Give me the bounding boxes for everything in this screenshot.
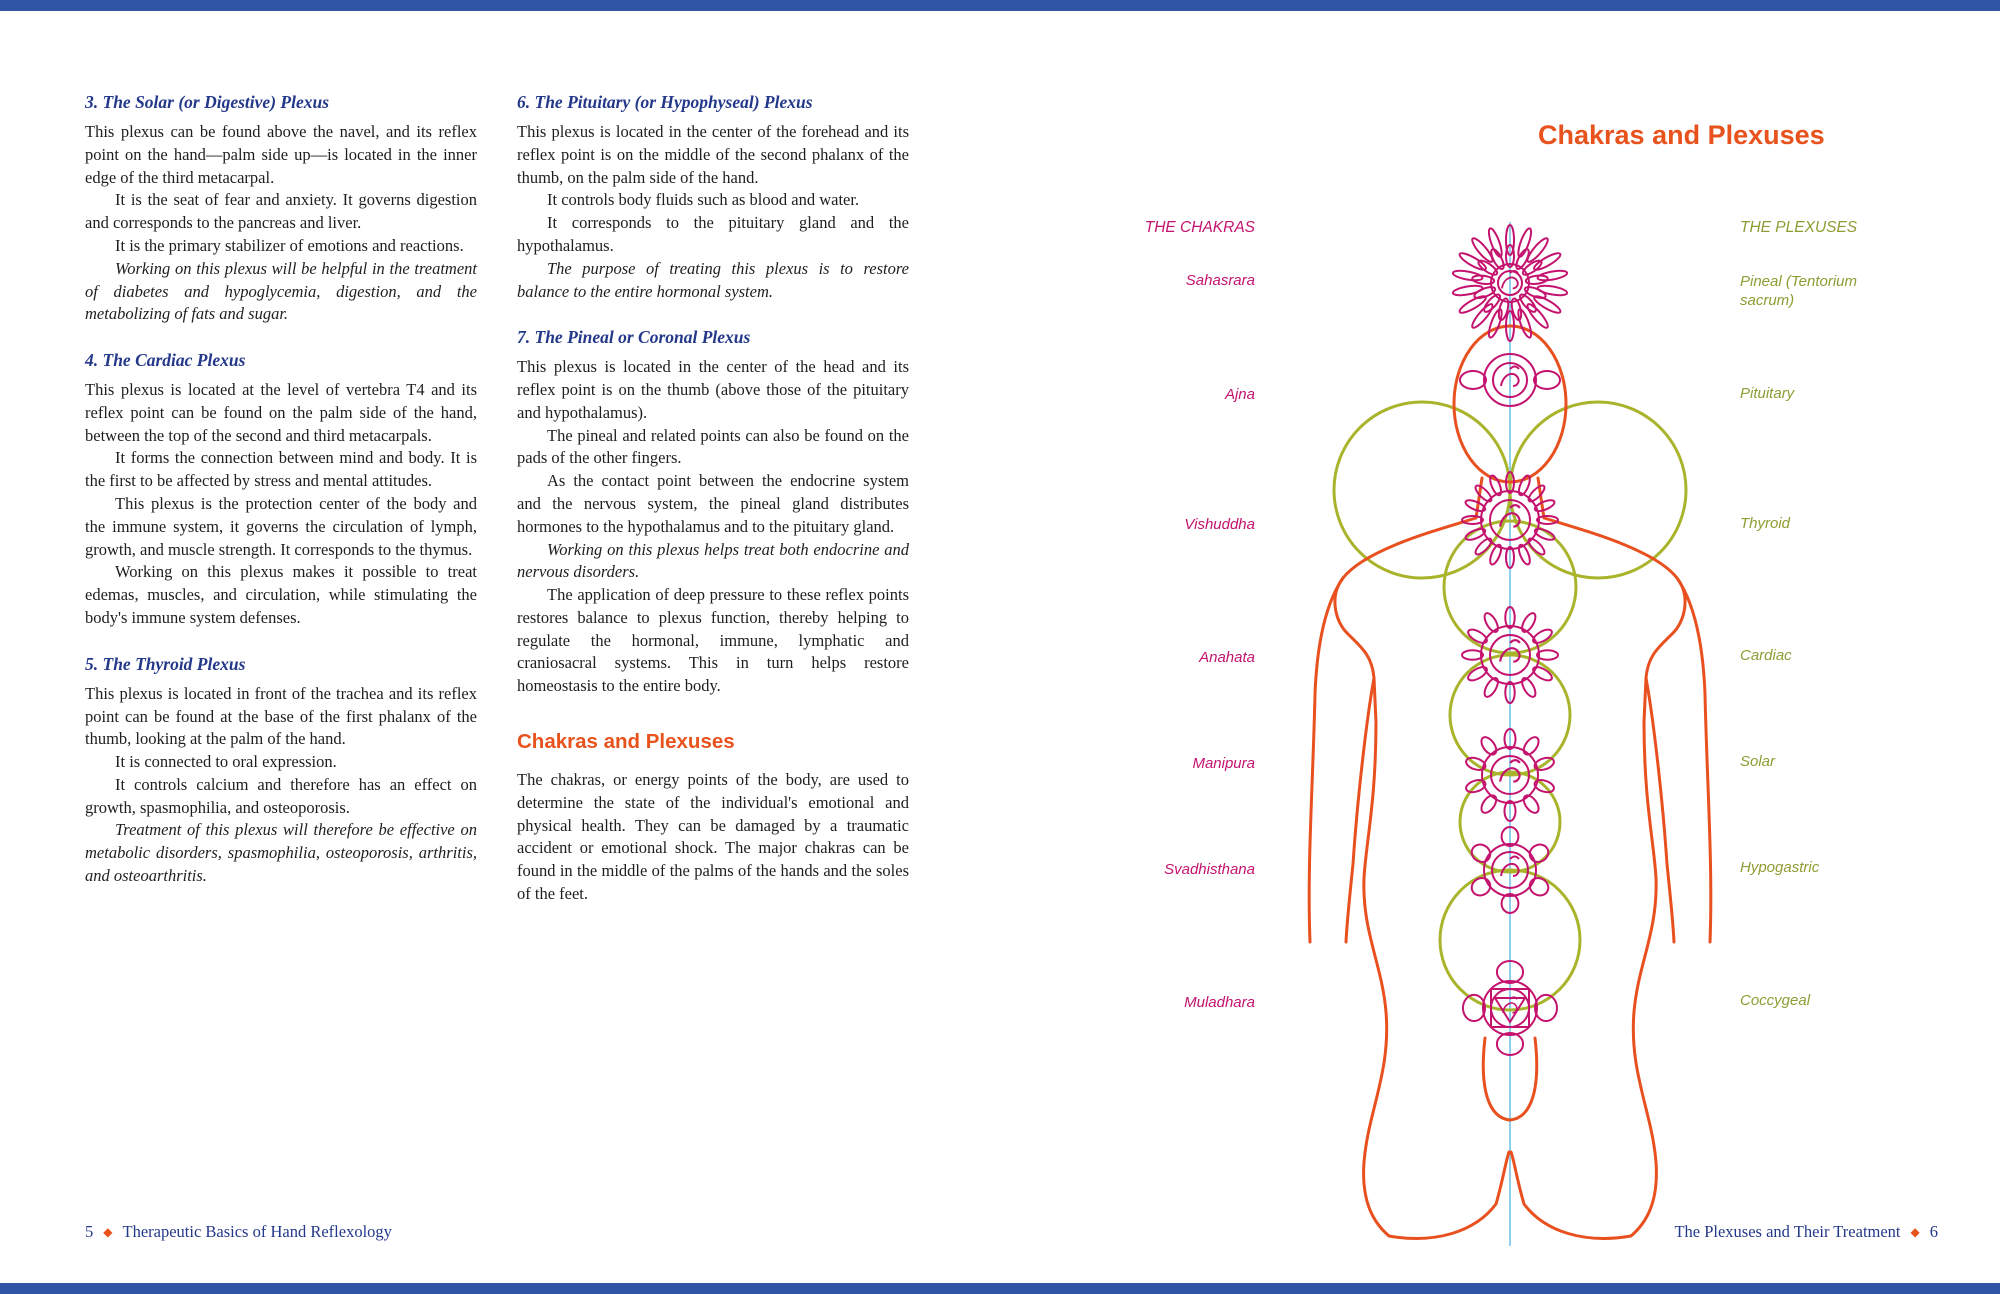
chakra-label-anahata: Anahata <box>1199 649 1255 666</box>
section-cardiac-plexus <box>85 348 477 630</box>
section-pituitary-plexus <box>517 90 909 303</box>
left-column-1 <box>85 90 477 888</box>
plexus-label-pineal: Pineal (Tentorium sacrum) <box>1740 273 1858 309</box>
paragraph: This plexus can be found above the navel, and its reflex point on the hand—palm side up—is located in the inner edge of the third metacarpal. <box>85 122 477 187</box>
section-heading: 4. The Cardiac Plexus <box>85 350 246 371</box>
paragraph: The pineal and related points can also be found on the pads of the other fingers. <box>517 425 909 468</box>
paragraph: Working on this plexus makes it possible to treat edemas, muscles, and circulation, while stimulating the body's immune system defenses. <box>85 562 477 627</box>
running-foot-title: The Plexuses and Their Treatment <box>1674 1222 1901 1241</box>
section-solar-plexus <box>85 90 477 326</box>
paragraph: This plexus is located at the level of vertebra T4 and its reflex point can be found on the palm side of the hand, between the top of the second and third metacarpals. <box>85 380 477 445</box>
plexus-label-pituitary: Pituitary <box>1740 385 1795 402</box>
section-heading: 6. The Pituitary (or Hypophyseal) Plexus <box>517 92 813 112</box>
paragraph: It is connected to oral expression. <box>115 752 337 772</box>
paragraph: The chakras, or energy points of the body, are used to determine the state of the individual's emotional and physical health. They can be damaged by a traumatic accident or emotional shock. The major chakras can be found in the middle of the palms of the hands and the soles of the feet. <box>517 770 909 903</box>
section-heading: 7. The Pineal or Coronal Plexus <box>517 327 751 348</box>
paragraph: This plexus is located in the center of the forehead and its reflex point is on the middle of the second phalanx of the thumb, on the palm side of the hand. <box>517 122 909 187</box>
diamond-icon: ◆ <box>103 1225 113 1239</box>
chakra-label-manipura: Manipura <box>1192 755 1255 772</box>
chakra-label-ajna: Ajna <box>1224 386 1255 403</box>
chakra-diagram <box>1245 160 1775 1250</box>
plexus-label-cardiac: Cardiac <box>1740 647 1792 664</box>
left-column-2 <box>517 90 909 906</box>
running-foot-title: Therapeutic Basics of Hand Reflexology <box>122 1222 392 1241</box>
plexus-label-thyroid: Thyroid <box>1740 515 1791 532</box>
chakra-label-sahasrara: Sahasrara <box>1185 272 1255 289</box>
paragraph: This plexus is located in front of the trachea and its reflex point can be found at the base of the first phalanx of the thumb, looking at the palm of the hand. <box>85 683 477 749</box>
plexus-label-solar: Solar <box>1740 753 1776 770</box>
plexus-label-coccygeal: Coccygeal <box>1740 992 1811 1009</box>
paragraph: It corresponds to the pituitary gland and the hypothalamus. <box>517 213 909 255</box>
section-pineal-plexus <box>517 325 909 698</box>
paragraph: This plexus is the protection center of the body and the immune system, it governs the circulation of lymph, growth, and muscle strength. It corresponds to the thymus. <box>85 494 477 559</box>
section-heading-chakras: Chakras and Plexuses <box>517 729 735 753</box>
chakra-label-svadhisthana: Svadhisthana <box>1164 861 1255 878</box>
paragraph: The application of deep pressure to these reflex points restores balance to plexus function, thereby helping to regulate the hormonal, immune, lymphatic and craniosacral systems. This in turn helps restore homeostasis to the entire body. <box>517 585 909 696</box>
paragraph-treatment-note: Treatment of this plexus will therefore be effective on metabolic disorders, spasmophilia, osteoporosis, arthritis, and osteoarthritis. <box>85 820 477 885</box>
paragraph: It forms the connection between mind and body. It is the first to be affected by stress and mental attitudes. <box>85 448 477 491</box>
diamond-icon: ◆ <box>1910 1225 1920 1239</box>
bottom-edge-bar <box>0 1283 2000 1294</box>
section-chakras-intro <box>517 728 909 906</box>
paragraph-treatment-note: Working on this plexus will be helpful in the treatment of diabetes and hypoglycemia, digestion, and the metabolizing of fats and sugar. <box>85 258 477 324</box>
section-heading: 3. The Solar (or Digestive) Plexus <box>85 92 330 112</box>
top-edge-bar <box>0 0 2000 11</box>
paragraph: It is the primary stabilizer of emotions and reactions. <box>115 235 464 255</box>
chakra-label-vishuddha: Vishuddha <box>1184 516 1255 533</box>
section-heading: 5. The Thyroid Plexus <box>85 653 246 674</box>
paragraph: As the contact point between the endocrine system and the nervous system, the pineal gland distributes hormones to the hypothalamus and to the pituitary gland. <box>517 471 909 536</box>
plexus-label-hypogastric: Hypogastric <box>1740 859 1820 876</box>
paragraph: This plexus is located in the center of the head and its reflex point is on the thumb (above those of the pituitary and hypothalamus). <box>517 357 909 422</box>
diagram-title: Chakras and Plexuses <box>1538 120 1825 150</box>
paragraph: It controls calcium and therefore has an effect on growth, spasmophilia, and osteoporosis. <box>85 774 477 817</box>
paragraph: It controls body fluids such as blood and water. <box>547 190 860 210</box>
right-page-footer <box>1674 1222 1938 1242</box>
chakra-label-muladhara: Muladhara <box>1184 994 1255 1011</box>
paragraph: It is the seat of fear and anxiety. It governs digestion and corresponds to the pancreas and liver. <box>85 190 477 233</box>
chakras-column-header: THE CHAKRAS <box>1144 219 1255 236</box>
left-page-footer <box>85 1222 392 1242</box>
paragraph-treatment-note: Working on this plexus helps treat both endocrine and nervous disorders. <box>517 539 909 582</box>
section-thyroid-plexus <box>85 652 477 888</box>
page-number: 5 <box>85 1222 94 1241</box>
page-number: 6 <box>1929 1222 1938 1241</box>
plexuses-column-header: THE PLEXUSES <box>1740 219 1858 236</box>
paragraph-treatment-note: The purpose of treating this plexus is to restore balance to the entire hormonal system. <box>517 258 909 301</box>
